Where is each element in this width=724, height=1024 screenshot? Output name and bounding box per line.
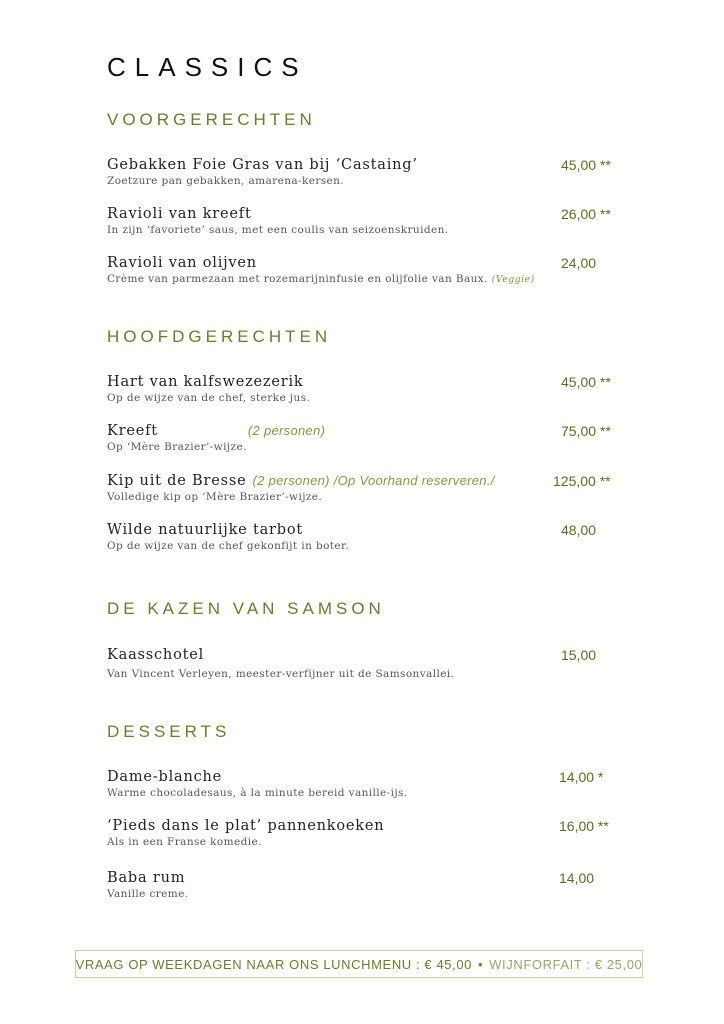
item-description: Vanille creme. [107, 888, 189, 900]
item-name: Ravioli van olijven [107, 255, 257, 271]
item-name: Kreeft [107, 423, 158, 439]
item-description: Als in een Franse komedie. [107, 836, 262, 848]
item-name: Kip uit de Bresse [107, 473, 247, 489]
section-title-hoofdgerechten: HOOFDGERECHTEN [107, 327, 332, 346]
menu-item [107, 818, 627, 848]
item-name: Kaasschotel [107, 647, 205, 663]
item-note: (2 personen) /Op Voorhand reserveren./ [252, 473, 495, 488]
item-price: 14,00 [559, 870, 595, 886]
item-name: Baba rum [107, 870, 186, 886]
menu-item [107, 647, 627, 680]
item-name-row [107, 473, 627, 489]
menu-item [107, 206, 627, 236]
item-note: (2 personen) [247, 423, 326, 438]
menu-item [107, 423, 627, 453]
item-price: 15,00 [561, 647, 597, 663]
item-name: Wilde natuurlijke tarbot [107, 522, 304, 538]
page-title: CLASSICS [107, 52, 308, 82]
menu-item [107, 870, 627, 900]
item-description: Op de wijze van de chef, sterke jus. [107, 392, 311, 404]
item-name: Hart van kalfswezezerik [107, 374, 304, 390]
menu-item [107, 522, 627, 552]
item-price: 14,00 * [559, 769, 604, 785]
item-description: Volledige kip op ‘Mère Brazier’-wijze. [107, 491, 323, 503]
item-price: 48,00 [561, 522, 597, 538]
item-description: Zoetzure pan gebakken, amarena-kersen. [107, 175, 345, 187]
item-name: Ravioli van kreeft [107, 206, 252, 222]
separator-dot: • [478, 956, 484, 972]
item-name-row [107, 423, 627, 439]
item-name: Gebakken Foie Gras van bij ‘Castaing’ [107, 157, 418, 173]
item-name: ‘Pieds dans le plat’ pannenkoeken [107, 818, 385, 834]
item-name: Dame-blanche [107, 769, 223, 785]
menu-item [107, 255, 627, 285]
section-title-kazen: DE KAZEN VAN SAMSON [107, 599, 385, 618]
item-description: Op de wijze van de chef gekonfijt in boter. [107, 540, 350, 552]
menu-item [107, 374, 627, 404]
item-description: In zijn ‘favoriete’ saus, met een coulis van seizoenskruiden. [107, 224, 449, 236]
item-price: 45,00 ** [561, 157, 611, 173]
item-price: 45,00 ** [561, 374, 611, 390]
item-description: Van Vincent Verleyen, meester-verfijner uit de Samsonvallei. [107, 668, 455, 680]
item-price: 75,00 ** [561, 423, 611, 439]
item-description [107, 273, 627, 285]
veggie-tag: (Veggie) [491, 274, 535, 285]
item-price: 26,00 ** [561, 206, 611, 222]
section-title-voorgerechten: VOORGERECHTEN [107, 110, 316, 129]
item-description: Warme chocoladesaus, à la minute bereid vanille-ijs. [107, 787, 408, 799]
item-description-text: Crème van parmezaan met rozemarijninfusie en olijfolie van Baux. [107, 273, 488, 285]
menu-item [107, 157, 627, 187]
item-price: 24,00 [561, 255, 597, 271]
menu-item [107, 473, 627, 503]
menu-item [107, 769, 627, 799]
section-title-desserts: DESSERTS [107, 722, 231, 741]
item-price: 125,00 ** [553, 473, 611, 489]
item-description: Op ‘Mère Brazier’-wijze. [107, 441, 247, 453]
lunch-menu-text: VRAAG OP WEEKDAGEN NAAR ONS LUNCHMENU : € 45,00 [75, 956, 472, 972]
item-price: 16,00 ** [559, 818, 609, 834]
wine-package-text: WIJNFORFAIT : € 25,00 [489, 956, 643, 972]
lunch-menu-banner [75, 950, 643, 978]
